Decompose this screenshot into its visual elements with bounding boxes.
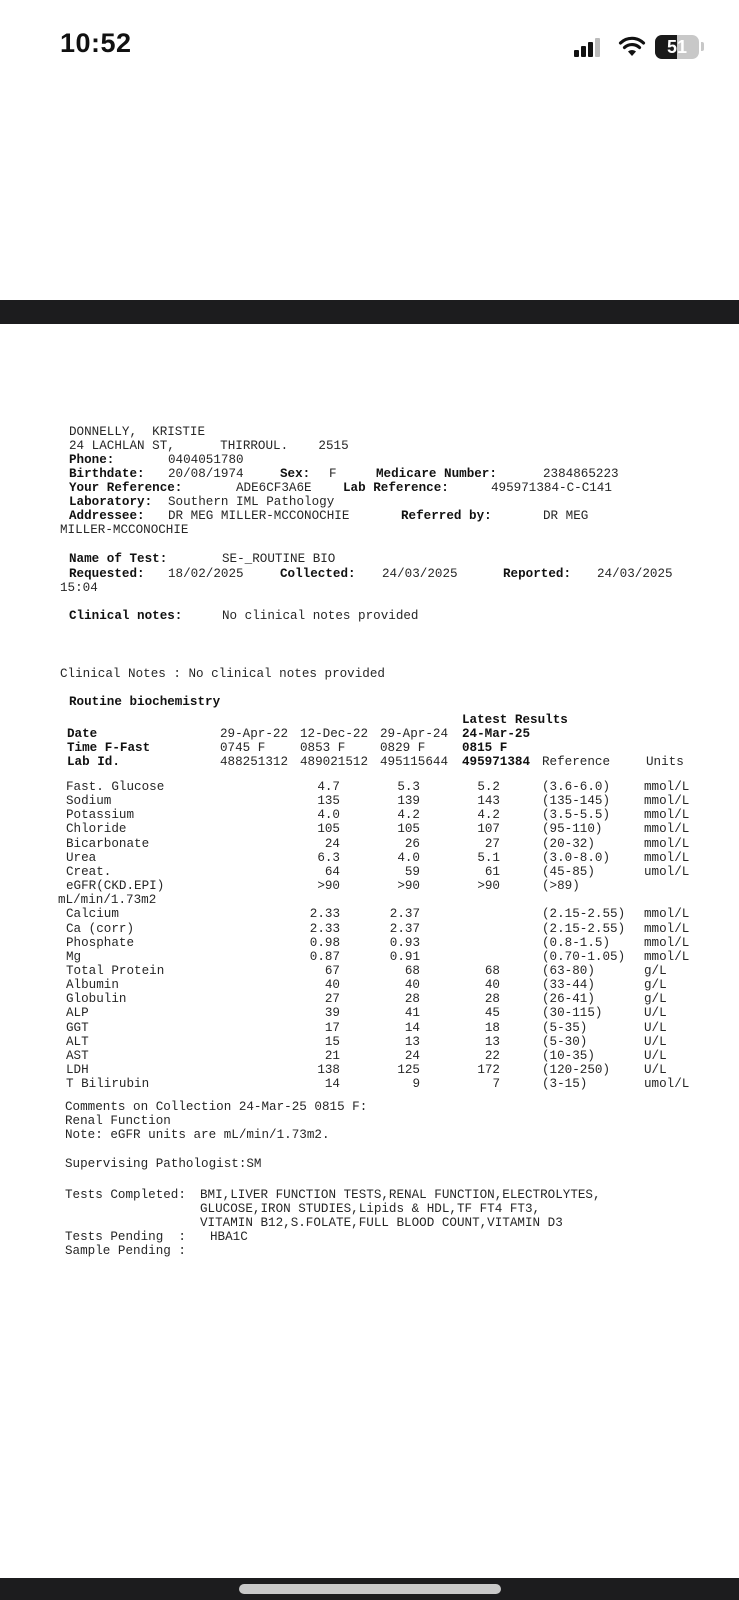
result-cell: 40 [484,978,500,993]
unit-cell: mmol/L [644,935,690,950]
reference-cell: (0.8-1.5) [542,935,611,950]
laboratory-value: Southern IML Pathology [168,495,335,509]
test-name-cell: AST [66,1048,89,1063]
result-cell: 0.93 [389,935,420,950]
col-4-date: 24-Mar-25 [462,727,531,741]
unit-cell: mmol/L [644,907,690,922]
reported-time: 15:04 [60,581,98,595]
reference-cell: (10-35) [542,1048,595,1063]
patient-address: 24 LACHLAN ST, THIRROUL. 2515 [69,439,349,453]
unit-cell: umol/L [644,1077,690,1092]
result-cell: 18 [484,1020,500,1035]
tests-completed-line-2: GLUCOSE,IRON STUDIES,Lipids & HDL,TF FT4 FT3, [200,1202,541,1216]
col-1-time: 0745 F [220,741,266,755]
unit-cell: g/L [644,978,667,993]
row-label-time: Time F-Fast [67,741,151,755]
laboratory-label: Laboratory: [69,495,153,509]
birthdate-value: 20/08/1974 [168,467,244,481]
battery-icon [655,35,699,59]
result-cell: 2.37 [389,921,420,936]
home-indicator[interactable] [239,1584,501,1594]
test-name-cell: T Bilirubin [66,1077,150,1092]
comments-line-3: Note: eGFR units are mL/min/1.73m2. [65,1128,330,1142]
result-cell: 61 [484,864,500,879]
result-cell: 4.7 [317,780,340,794]
result-cell: 143 [477,794,500,809]
unit-cell: g/L [644,992,667,1007]
test-name-cell: Potassium [66,808,135,823]
unit-cell: mmol/L [644,850,690,865]
requested-label: Requested: [69,567,145,581]
result-cell: 22 [484,1048,500,1063]
result-cell: 13 [484,1034,500,1049]
test-name-cell: Globulin [66,992,127,1007]
lab-reference-value: 495971384-C-C141 [491,481,612,495]
reference-cell: (135-145) [542,794,611,809]
unit-cell: mmol/L [644,808,690,823]
units-header: Units [646,755,684,769]
row-label-lab-id: Lab Id. [67,755,120,769]
test-name-cell: GGT [66,1020,89,1035]
lab-reference-label: Lab Reference: [343,481,449,495]
result-cell: 24 [324,836,340,851]
status-bar [0,0,739,95]
result-cell: 0.98 [309,935,340,950]
result-cell: 4.2 [397,808,420,823]
battery-percent: 51 [666,37,688,57]
col-2-date: 12-Dec-22 [300,727,369,741]
section-title: Routine biochemistry [69,695,221,709]
reference-cell: (5-30) [542,1034,588,1049]
col-4-time: 0815 F [462,741,508,755]
test-name-value: SE-_ROUTINE BIO [222,552,336,566]
test-name-label: Name of Test: [69,552,168,566]
result-cell: 107 [477,822,500,837]
result-cell: 28 [484,992,500,1007]
unit-cell: g/L [644,963,667,978]
reported-value: 24/03/2025 [597,567,673,581]
reported-label: Reported: [503,567,572,581]
result-cell: 2.33 [309,907,340,922]
latest-results-label: Latest Results [462,713,568,727]
result-cell: 172 [477,1063,500,1077]
result-cell: >90 [317,879,340,894]
unit-cell: mmol/L [644,780,690,794]
result-cell: 64 [324,864,340,879]
reference-cell: (33-44) [542,978,595,993]
result-cell: 28 [404,992,420,1007]
result-cell: 14 [324,1077,340,1092]
result-cell: 125 [397,1063,420,1077]
result-cell: 68 [404,963,420,978]
medicare-value: 2384865223 [543,467,619,481]
clinical-notes-label: Clinical notes: [69,609,183,623]
result-cell: 6.3 [317,850,340,865]
result-cell: 139 [397,794,420,809]
wifi-icon [618,34,646,58]
result-cell: 105 [317,822,340,837]
result-cell: 5.3 [397,780,420,794]
result-cell: 105 [397,822,420,837]
result-cell: 27 [484,836,500,851]
test-name-cell: Calcium [66,907,119,922]
reference-cell: (26-41) [542,992,595,1007]
reference-cell: (2.15-2.55) [542,921,626,936]
reference-cell: (3.6-6.0) [542,780,611,794]
clinical-notes-line: Clinical Notes : No clinical notes provided [60,667,385,681]
test-name-cell: Total Protein [66,963,165,978]
result-cell: 5.1 [477,850,500,865]
sex-value: F [329,467,337,481]
tests-completed-line-1: BMI,LIVER FUNCTION TESTS,RENAL FUNCTION,ELECTROLYTES, [200,1188,601,1202]
result-cell: 0.87 [309,949,340,964]
col-2-lab-id: 489021512 [300,755,369,769]
phone-label: Phone: [69,453,115,467]
test-name-cell: Creat. [66,864,112,879]
unit-cell: U/L [644,1006,667,1021]
patient-name: DONNELLY, KRISTIE [69,425,206,439]
referred-by-label: Referred by: [401,509,492,523]
lab-report-document[interactable] [0,324,739,1578]
unit-cell: mmol/L [644,822,690,837]
reference-cell: (95-110) [542,822,603,837]
result-cell: 39 [324,1006,340,1021]
test-name-cell: Ca (corr) [66,921,135,936]
sample-pending-label: Sample Pending : [65,1244,186,1258]
reference-cell: (120-250) [542,1063,611,1077]
reference-cell: (3-15) [542,1077,588,1092]
your-reference-value: ADE6CF3A6E [236,481,312,495]
test-name-cell: ALP [66,1006,89,1021]
col-1-lab-id: 488251312 [220,755,289,769]
result-cell: 5.2 [477,780,500,794]
addressee-value: DR MEG MILLER-MCCONOCHIE [168,509,350,523]
test-name-cell: Albumin [66,978,119,993]
unit-cell: U/L [644,1020,667,1035]
comments-line-1: Comments on Collection 24-Mar-25 0815 F: [65,1100,368,1114]
result-cell: >90 [397,879,420,894]
cellular-signal-icon [574,37,604,57]
result-cell: 26 [404,836,420,851]
result-cell: 4.0 [317,808,340,823]
result-cell: 4.0 [397,850,420,865]
row-label-date: Date [67,727,98,741]
medicare-label: Medicare Number: [376,467,497,481]
col-2-time: 0853 F [300,741,346,755]
result-cell: >90 [477,879,500,894]
requested-value: 18/02/2025 [168,567,244,581]
result-cell: 40 [324,978,340,993]
birthdate-label: Birthdate: [69,467,145,481]
reference-cell: (0.70-1.05) [542,949,626,964]
tests-pending-value: HBA1C [210,1230,248,1244]
battery-cap [701,42,704,51]
reference-cell: (>89) [542,879,580,894]
addressee-label: Addressee: [69,509,145,523]
result-cell: 135 [317,794,340,809]
referred-by-value: DR MEG [543,509,589,523]
test-name-cell: eGFR(CKD.EPI) [66,879,165,894]
test-name-cell: Urea [66,850,97,865]
unit-cell: mmol/L [644,794,690,809]
test-name-cell: Bicarbonate [66,836,150,851]
reference-cell: (3.5-5.5) [542,808,611,823]
unit-cell: mmol/L [644,836,690,851]
test-name-cell: Phosphate [66,935,135,950]
unit-cell: U/L [644,1048,667,1063]
result-cell: 59 [404,864,420,879]
result-cell: 17 [324,1020,340,1035]
reference-cell: (30-115) [542,1006,603,1021]
collected-value: 24/03/2025 [382,567,458,581]
result-cell: 67 [324,963,340,978]
result-cell: 27 [324,992,340,1007]
tests-completed-line-3: VITAMIN B12,S.FOLATE,FULL BLOOD COUNT,VITAMIN D3 [200,1216,563,1230]
result-cell: 7 [492,1077,500,1092]
reference-header: Reference [542,755,611,769]
tests-pending-label: Tests Pending : [65,1230,186,1244]
col-3-time: 0829 F [380,741,426,755]
reference-cell: (20-32) [542,836,595,851]
result-cell: 41 [404,1006,420,1021]
unit-cell: mmol/L [644,921,690,936]
clinical-notes-value: No clinical notes provided [222,609,419,623]
reference-cell: (2.15-2.55) [542,907,626,922]
test-name-cell: Chloride [66,822,127,837]
result-cell: 40 [404,978,420,993]
reference-cell: (63-80) [542,963,595,978]
reference-cell: (5-35) [542,1020,588,1035]
your-reference-label: Your Reference: [69,481,183,495]
test-name-cell: Fast. Glucose [66,780,165,794]
unit-cell: mmol/L [644,949,690,964]
result-cell: 15 [324,1034,340,1049]
result-cell: 138 [317,1063,340,1077]
result-cell: 24 [404,1048,420,1063]
supervising-pathologist: Supervising Pathologist:SM [65,1157,262,1171]
unit-cell: U/L [644,1063,667,1077]
result-cell: 13 [404,1034,420,1049]
test-name-cell: mL/min/1.73m2 [58,893,157,908]
test-name-cell: Sodium [66,794,112,809]
collected-label: Collected: [280,567,356,581]
result-cell: 2.37 [389,907,420,922]
result-cell: 45 [484,1006,500,1021]
col-1-date: 29-Apr-22 [220,727,289,741]
sex-label: Sex: [280,467,311,481]
status-time: 10:52 [60,28,132,58]
unit-cell: U/L [644,1034,667,1049]
result-cell: 68 [484,963,500,978]
reference-cell: (45-85) [542,864,595,879]
result-cell: 4.2 [477,808,500,823]
test-name-cell: ALT [66,1034,89,1049]
result-cell: 0.91 [389,949,420,964]
referred-by-continued: MILLER-MCCONOCHIE [60,523,189,537]
result-cell: 2.33 [309,921,340,936]
comments-line-2: Renal Function [65,1114,171,1128]
result-cell: 14 [404,1020,420,1035]
col-3-lab-id: 495115644 [380,755,449,769]
test-name-cell: Mg [66,949,82,964]
col-3-date: 29-Apr-24 [380,727,449,741]
phone-value: 0404051780 [168,453,244,467]
result-cell: 9 [412,1077,420,1092]
reference-cell: (3.0-8.0) [542,850,611,865]
result-cell: 21 [324,1048,340,1063]
col-4-lab-id: 495971384 [462,755,531,769]
test-name-cell: LDH [66,1063,89,1077]
tests-completed-label: Tests Completed: [65,1188,186,1202]
viewer-top-bar [0,300,739,324]
unit-cell: umol/L [644,864,690,879]
